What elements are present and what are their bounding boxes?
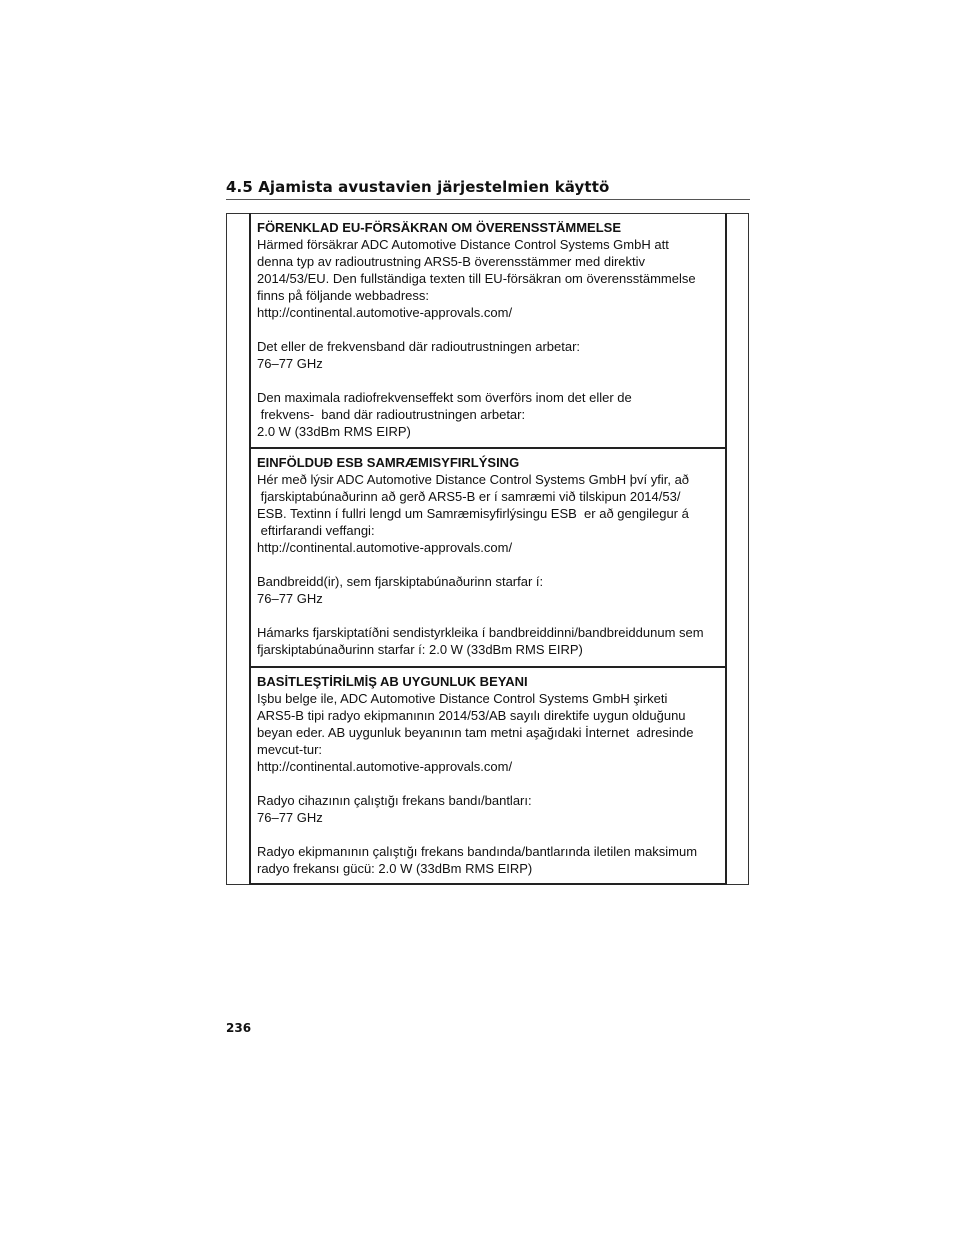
paragraph-gap	[257, 321, 719, 338]
declaration-title: FÖRENKLAD EU-FÖRSÄKRAN OM ÖVERENSSTÄMMELSE	[257, 220, 622, 235]
declaration-line: eftirfarandi veffangi:	[257, 523, 375, 538]
declaration-block-turkish	[249, 667, 727, 885]
paragraph-gap	[257, 826, 719, 843]
declaration-line: 2014/53/EU. Den fullständiga texten till EU-försäkran om överensstämmelse	[257, 271, 696, 286]
declaration-line: denna typ av radioutrustning ARS5-B överensstämmer med direktiv	[257, 254, 646, 269]
declaration-line: Det eller de frekvensband där radioutrustningen arbetar:	[257, 339, 581, 354]
declaration-line: Radyo cihazının çalıştığı frekans bandı/bantları:	[257, 793, 532, 808]
declaration-title: BASİTLEŞTİRİLMİŞ AB UYGUNLUK BEYANI	[257, 674, 528, 689]
paragraph-gap	[257, 775, 719, 792]
paragraph-gap	[257, 556, 719, 573]
declaration-block-swedish	[249, 213, 727, 448]
declaration-line: radyo frekansı gücü: 2.0 W (33dBm RMS EIRP)	[257, 861, 533, 876]
section-title: 4.5 Ajamista avustavien järjestelmien käyttö	[226, 178, 610, 196]
declaration-line: Radyo ekipmanının çalıştığı frekans bandında/bantlarında iletilen maksimum	[257, 844, 698, 859]
declaration-line: 76–77 GHz	[257, 356, 323, 371]
declaration-line: mevcut-tur:	[257, 742, 323, 757]
block-divider	[249, 883, 727, 885]
declaration-line: Härmed försäkrar ADC Automotive Distance Control Systems GmbH att	[257, 237, 669, 252]
declaration-line: frekvens- band där radioutrustningen arbetar:	[257, 407, 526, 422]
declaration-url: http://continental.automotive-approvals.com/	[257, 540, 513, 555]
declaration-url: http://continental.automotive-approvals.com/	[257, 759, 513, 774]
declaration-title: EINFÖLDUÐ ESB SAMRÆMISYFIRLÝSING	[257, 455, 520, 470]
declaration-line: Hér með lýsir ADC Automotive Distance Control Systems GmbH því yfir, að	[257, 472, 690, 487]
declaration-line: ARS5-B tipi radyo ekipmanının 2014/53/AB sayılı direktife uygun olduğunu	[257, 708, 686, 723]
declaration-line: Den maximala radiofrekvenseffekt som överförs inom det eller de	[257, 390, 632, 405]
declaration-line: finns på följande webbadress:	[257, 288, 430, 303]
header-divider	[226, 199, 750, 200]
declaration-line: Bandbreidd(ir), sem fjarskiptabúnaðurinn starfar í:	[257, 574, 544, 589]
declaration-line: fjarskiptabúnaðurinn starfar í: 2.0 W (33dBm RMS EIRP)	[257, 642, 583, 657]
declaration-line: 76–77 GHz	[257, 591, 323, 606]
declaration-line: beyan eder. AB uygunluk beyanının tam metni aşağıdaki İnternet adresinde	[257, 725, 694, 740]
paragraph-gap	[257, 607, 719, 624]
declaration-block-icelandic	[249, 448, 727, 667]
declaration-line: 2.0 W (33dBm RMS EIRP)	[257, 424, 411, 439]
page-number: 236	[226, 1021, 252, 1035]
declaration-line: 76–77 GHz	[257, 810, 323, 825]
declaration-line: ESB. Textinn í fullri lengd um Samræmisyfirlýsingu ESB er að gengilegur á	[257, 506, 689, 521]
declaration-line: fjarskiptabúnaðurinn að gerð ARS5-B er í samræmi við tilskipun 2014/53/	[257, 489, 681, 504]
declaration-line: Işbu belge ile, ADC Automotive Distance Control Systems GmbH şirketi	[257, 691, 668, 706]
paragraph-gap	[257, 372, 719, 389]
declaration-url: http://continental.automotive-approvals.com/	[257, 305, 513, 320]
declaration-line: Hámarks fjarskiptatíðni sendistyrkleika í bandbreiddinni/bandbreiddunum sem	[257, 625, 704, 640]
